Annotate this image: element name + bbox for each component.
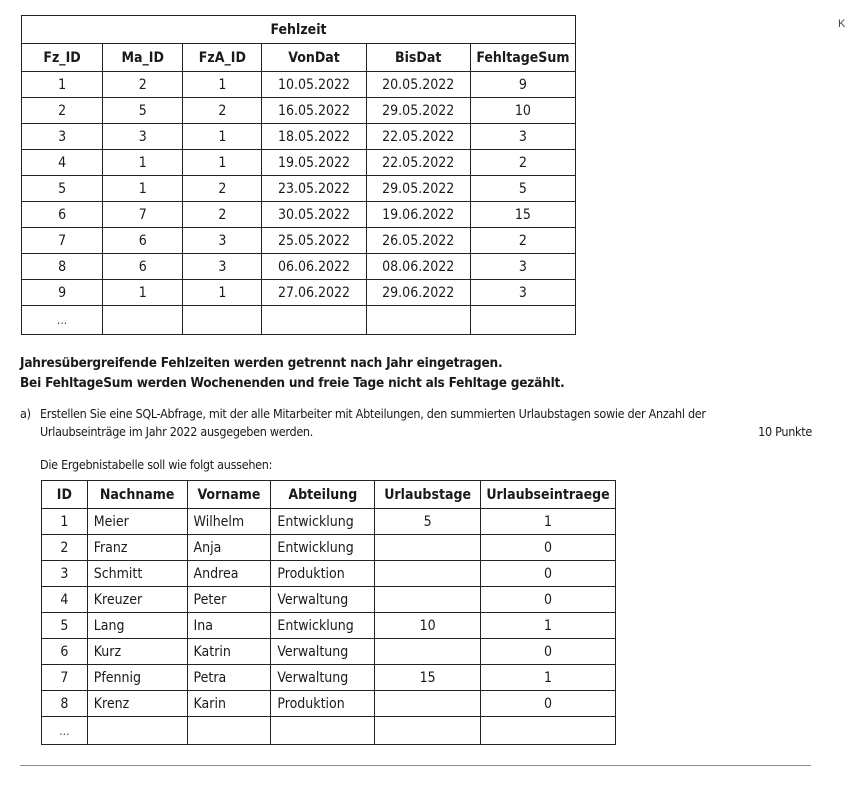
table-cell: Karin <box>187 691 271 717</box>
table-cell <box>42 717 88 745</box>
column-header: Ma_ID <box>103 44 183 72</box>
table-cell: 15 <box>470 202 575 228</box>
table-cell: 15 <box>375 665 481 691</box>
table-cell <box>375 691 481 717</box>
fehlzeit-table-title: Fehlzeit <box>22 16 576 44</box>
page-divider <box>20 765 811 766</box>
table-cell: 1 <box>183 280 262 306</box>
table-cell: 25.05.2022 <box>262 228 366 254</box>
table-cell: 3 <box>183 254 262 280</box>
table-row <box>22 176 576 202</box>
table-cell: 6 <box>103 254 183 280</box>
table-cell: 5 <box>375 509 481 535</box>
table-row <box>42 613 616 639</box>
table-cell: 29.05.2022 <box>366 176 470 202</box>
table-cell: 30.05.2022 <box>262 202 366 228</box>
table-cell <box>375 587 481 613</box>
table-cell: Verwaltung <box>271 587 375 613</box>
table-cell <box>183 306 262 335</box>
task-text-line-1: Erstellen Sie eine SQL-Abfrage, mit der alle Mitarbeiter mit Abteilungen, den summierten Urlaubstagen sowie der Anzahl der <box>40 406 706 421</box>
table-cell: 1 <box>183 72 262 98</box>
result-intro: Die Ergebnistabelle soll wie folgt aussehen: <box>40 457 273 472</box>
note-line-2: Bei FehltageSum werden Wochenenden und freie Tage nicht als Fehltage gezählt. <box>20 375 565 391</box>
table-cell: 5 <box>42 613 88 639</box>
table-row <box>22 150 576 176</box>
table-cell: Verwaltung <box>271 665 375 691</box>
table-cell: Entwicklung <box>271 535 375 561</box>
table-row <box>22 72 576 98</box>
table-cell: Peter <box>187 587 271 613</box>
table-cell: 3 <box>470 254 575 280</box>
table-cell: Anja <box>187 535 271 561</box>
table-cell: 3 <box>42 561 88 587</box>
table-cell: 1 <box>103 176 183 202</box>
column-header: FzA_ID <box>183 44 262 72</box>
table-cell <box>375 639 481 665</box>
ellipsis: ... <box>56 313 68 327</box>
table-cell: 6 <box>22 202 103 228</box>
table-cell <box>262 306 366 335</box>
table-cell: 1 <box>103 150 183 176</box>
table-cell: Franz <box>87 535 187 561</box>
table-cell: 26.05.2022 <box>366 228 470 254</box>
table-cell: 10 <box>375 613 481 639</box>
table-cell: 29.06.2022 <box>366 280 470 306</box>
table-cell: Wilhelm <box>187 509 271 535</box>
table-cell: 2 <box>470 150 575 176</box>
fehlzeit-header-row <box>22 44 576 72</box>
table-cell: Lang <box>87 613 187 639</box>
column-header: FehltageSum <box>470 44 575 72</box>
table-cell: 19.05.2022 <box>262 150 366 176</box>
table-cell: 08.06.2022 <box>366 254 470 280</box>
table-cell: 1 <box>183 124 262 150</box>
table-cell <box>87 717 187 745</box>
table-cell: 8 <box>42 691 88 717</box>
table-cell: 19.06.2022 <box>366 202 470 228</box>
table-cell <box>375 535 481 561</box>
table-cell: 27.06.2022 <box>262 280 366 306</box>
table-cell: Krenz <box>87 691 187 717</box>
table-row <box>42 691 616 717</box>
table-cell: 0 <box>481 691 616 717</box>
corner-mark: K <box>838 18 845 30</box>
table-cell <box>103 306 183 335</box>
table-cell: 3 <box>22 124 103 150</box>
table-cell: 2 <box>103 72 183 98</box>
table-row-ellipsis <box>22 306 576 335</box>
table-cell: 2 <box>470 228 575 254</box>
table-cell: 16.05.2022 <box>262 98 366 124</box>
table-cell: 1 <box>481 665 616 691</box>
table-cell: 5 <box>470 176 575 202</box>
table-row-ellipsis <box>42 717 616 745</box>
table-cell: 7 <box>103 202 183 228</box>
table-row <box>42 665 616 691</box>
note-line-1: Jahresübergreifende Fehlzeiten werden getrennt nach Jahr eingetragen. <box>20 355 503 371</box>
table-row <box>42 535 616 561</box>
table-cell: 2 <box>22 98 103 124</box>
column-header: Vorname <box>187 481 271 509</box>
table-cell: 7 <box>22 228 103 254</box>
table-cell: 22.05.2022 <box>366 124 470 150</box>
table-cell <box>470 306 575 335</box>
table-cell: Andrea <box>187 561 271 587</box>
table-cell: 1 <box>481 613 616 639</box>
result-header-row <box>42 481 616 509</box>
table-cell <box>271 717 375 745</box>
table-cell: 1 <box>481 509 616 535</box>
table-cell <box>481 717 616 745</box>
column-header: Nachname <box>87 481 187 509</box>
table-cell <box>22 306 103 335</box>
column-header: BisDat <box>366 44 470 72</box>
table-cell: 23.05.2022 <box>262 176 366 202</box>
table-row <box>42 561 616 587</box>
table-cell: 20.05.2022 <box>366 72 470 98</box>
table-cell: Ina <box>187 613 271 639</box>
table-cell: 6 <box>42 639 88 665</box>
table-cell: 3 <box>183 228 262 254</box>
table-cell: 1 <box>183 150 262 176</box>
column-header: ID <box>42 481 88 509</box>
column-header: VonDat <box>262 44 366 72</box>
ellipsis: ... <box>59 723 70 738</box>
task-points: 10 Punkte <box>758 424 812 439</box>
table-cell: 3 <box>103 124 183 150</box>
table-cell: 1 <box>22 72 103 98</box>
table-cell: Pfennig <box>87 665 187 691</box>
table-cell: 0 <box>481 639 616 665</box>
result-table <box>41 480 616 745</box>
table-cell: 1 <box>42 509 88 535</box>
fehlzeit-table <box>21 15 576 335</box>
table-cell: 2 <box>183 202 262 228</box>
table-cell: Entwicklung <box>271 613 375 639</box>
table-cell: 10.05.2022 <box>262 72 366 98</box>
table-cell: 10 <box>470 98 575 124</box>
table-cell: Schmitt <box>87 561 187 587</box>
table-cell: 2 <box>42 535 88 561</box>
column-header: Urlaubstage <box>375 481 481 509</box>
column-header: Urlaubseintraege <box>481 481 616 509</box>
table-cell: 3 <box>470 124 575 150</box>
table-row <box>42 509 616 535</box>
table-cell: 9 <box>470 72 575 98</box>
table-cell <box>375 561 481 587</box>
table-cell: Produktion <box>271 561 375 587</box>
table-cell: 6 <box>103 228 183 254</box>
table-cell <box>187 717 271 745</box>
table-row <box>22 202 576 228</box>
task-label: a) <box>20 406 31 421</box>
column-header: Fz_ID <box>22 44 103 72</box>
table-cell: 2 <box>183 176 262 202</box>
table-row <box>42 639 616 665</box>
table-cell: 1 <box>103 280 183 306</box>
table-row <box>22 124 576 150</box>
table-cell <box>375 717 481 745</box>
table-row <box>22 254 576 280</box>
table-cell: 06.06.2022 <box>262 254 366 280</box>
table-cell: Entwicklung <box>271 509 375 535</box>
table-cell: Petra <box>187 665 271 691</box>
table-cell: Kreuzer <box>87 587 187 613</box>
table-cell: Produktion <box>271 691 375 717</box>
table-cell: 18.05.2022 <box>262 124 366 150</box>
table-cell: 5 <box>22 176 103 202</box>
table-cell: 2 <box>183 98 262 124</box>
table-cell: Verwaltung <box>271 639 375 665</box>
table-cell: 4 <box>22 150 103 176</box>
table-row <box>22 280 576 306</box>
table-cell <box>366 306 470 335</box>
table-row <box>42 587 616 613</box>
table-cell: Meier <box>87 509 187 535</box>
table-row <box>22 98 576 124</box>
table-cell: Kurz <box>87 639 187 665</box>
table-cell: 3 <box>470 280 575 306</box>
task-text-line-2: Urlaubseinträge im Jahr 2022 ausgegeben werden. <box>40 424 314 439</box>
table-cell: 0 <box>481 587 616 613</box>
table-cell: 0 <box>481 535 616 561</box>
table-cell: 4 <box>42 587 88 613</box>
table-cell: 7 <box>42 665 88 691</box>
column-header: Abteilung <box>271 481 375 509</box>
table-cell: Katrin <box>187 639 271 665</box>
table-cell: 9 <box>22 280 103 306</box>
table-cell: 22.05.2022 <box>366 150 470 176</box>
table-cell: 8 <box>22 254 103 280</box>
table-row <box>22 228 576 254</box>
table-cell: 5 <box>103 98 183 124</box>
table-cell: 29.05.2022 <box>366 98 470 124</box>
table-cell: 0 <box>481 561 616 587</box>
